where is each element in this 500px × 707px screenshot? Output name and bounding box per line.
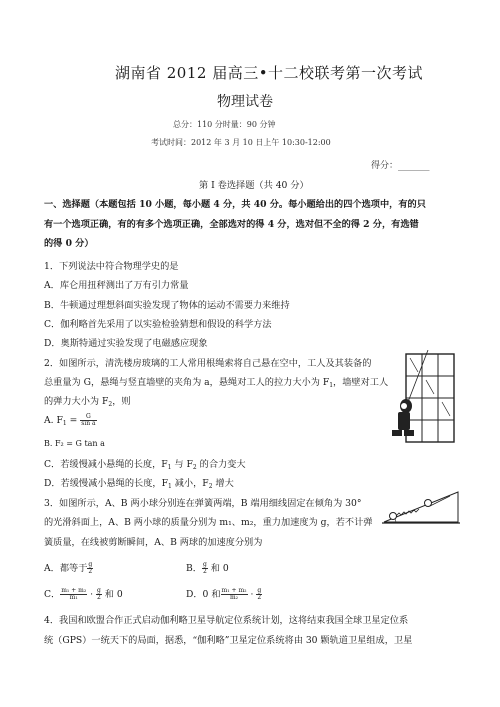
instructions-line-2: 有一个选项正确，有的有多个选项正确，全部选对的得 4 分，选对但不全的得 2 分，有选错 [44,219,419,230]
q3-option-b: B． $\frac{g}{2}$ 和 0 [186,561,229,575]
q2-stem-line-1: 2．如图所示，清洗楼房玻璃的工人常用根绳索将自己悬在空中，工人及其装备的 [44,358,372,369]
q2-option-a: A. $F_1$ = $\frac{G}{\text{sin a}}$ [44,413,96,427]
section-heading: 第 I 卷选择题（共 40 分） [199,180,309,191]
q3-option-d: D．0 和 $\frac{\text{m₁ + m₂}}{\text{m₂}}$ · $\frac{g}{2}$ [186,587,262,601]
exam-meta-score-time: 总分：110 分时量：90 分钟 [173,120,276,129]
instructions-line-1: 一、选择题（本题包括 10 小题，每小题 4 分，共 40 分。每小题给出的四个选项中，有的只 [44,199,426,210]
exam-title: 湖南省 2012 届高三•十二校联考第一次考试 [115,64,424,82]
q1-option-a: A．库仑用扭秤测出了万有引力常量 [44,280,189,291]
q4-stem-line-2: 统（GPS）一统天下的局面，据悉，“伽利略”卫星定位系统将由 30 颗轨道卫星组成，卫星 [44,635,413,646]
q3-option-c: C． $\frac{\text{m₁ + m₂}}{\text{m₁}}$ · $\frac{g}{2}$ 和 0 [44,587,123,601]
exam-meta-date: 考试时间：2012 年 3 月 10 日上午 10:30-12:00 [151,138,331,147]
q1-stem: 1．下列说法中符合物理学史的是 [44,261,179,272]
q3-stem-line-1: 3．如图所示，A、B 两小球分别连在弹簧两端，B 端用细线固定在倾角为 30° [44,498,362,509]
q3-stem-line-3: 簧质量，在线被剪断瞬间，A、B 两球的加速度分别为 [44,537,263,548]
q3-stem-line-2: 的光滑斜面上，A、B 两小球的质量分别为 m₁、m₂，重力加速度为 g，若不计弹 [44,517,373,528]
instructions-line-3: 的得 0 分） [44,238,94,249]
q1-option-c: C．伽利略首先采用了以实验检验猜想和假设的科学方法 [44,319,272,330]
q2-option-b: B. F₂ = G tan a [44,439,105,448]
q3-incline-figure [382,486,462,526]
q3-option-a: A．都等于 $\frac{g}{2}$ [44,561,93,575]
q2-option-d: D．若缓慢减小悬绳的长度，$F_1$ 减小，$F_2$ 增大 [44,478,234,490]
q1-option-b: B．牛顿通过理想斜面实验发现了物体的运动不需要力来维持 [44,300,290,311]
exam-subtitle: 物理试卷 [217,94,273,110]
q1-option-d: D．奥斯特通过实验发现了电磁感应现象 [44,338,208,349]
q2-stem-line-2: 总重量为 G，悬绳与竖直墙壁的夹角为 a，悬绳对工人的拉力大小为 $F_1$，墙壁对工人 [44,377,389,389]
q2-stem-line-3: 的弹力大小为 $F_2$，则 [44,396,131,408]
q2-window-cleaner-figure [388,350,458,447]
q4-stem-line-1: 4．我国和欧盟合作正式启动伽利略卫星导航定位系统计划，这将结束我国全球卫星定位系 [44,615,409,626]
q2-option-c: C．若缓慢减小悬绳的长度，$F_1$ 与 $F_2$ 的合力变大 [44,459,246,471]
score-field: 得分：_______ [371,161,430,171]
